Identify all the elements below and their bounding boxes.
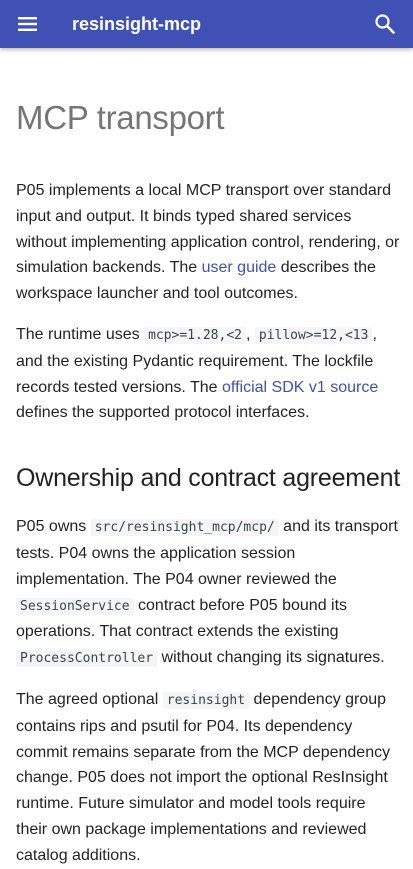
text-span: The agreed optional [16, 690, 163, 708]
inline-code-session-service: SessionService [16, 598, 134, 615]
inline-code-process-controller: ProcessController [16, 650, 157, 667]
inline-code-pillow-version: pillow>=12,<13 [255, 327, 373, 344]
inline-code-path: src/resinsight_mcp/mcp/ [91, 519, 279, 536]
menu-button[interactable] [14, 12, 42, 36]
section-paragraph-2 [16, 687, 401, 869]
text-span: contract before P05 bound its operations. That contract extends the existing [16, 596, 348, 641]
text-span: dependency group contains rips and psutil for P04. Its dependency commit remains separate from the MCP dependency change. P05 does not import the optional ResInsight runtime. Future simulator and model tools require their own package implementations and reviewed catalog additions. [16, 690, 391, 864]
text-span: describes the workspace launcher and tool outcomes. [16, 259, 376, 303]
search-icon [373, 12, 397, 36]
text-span: , [245, 325, 255, 343]
page-title: MCP transport [16, 99, 225, 136]
text-span: defines the supported protocol interfaces. [16, 404, 310, 422]
text-span: P05 implements a local MCP transport over standard input and output. It binds typed shared services without implementing application control, rendering, or simulation backends. The [16, 182, 400, 277]
text-span: without changing its signatures. [157, 649, 385, 667]
user-guide-link[interactable]: user guide [201, 259, 277, 277]
site-title[interactable]: resinsight-mcp [72, 14, 202, 34]
sdk-source-link[interactable]: official SDK v1 source [222, 378, 379, 396]
menu-icon [14, 12, 42, 36]
search-button[interactable] [373, 12, 397, 36]
top-app-bar [0, 0, 413, 48]
text-span: , and the existing Pydantic requirement. The lockfile records tested versions. The [16, 325, 377, 396]
text-span: The runtime uses [16, 325, 145, 343]
section-paragraph-1 [16, 514, 401, 672]
text-span: P05 owns [16, 518, 91, 536]
intro-paragraph-2 [16, 322, 401, 426]
section-heading: Ownership and contract agreement [16, 464, 401, 493]
intro-paragraph-1 [16, 178, 401, 307]
text-span: and its transport tests. P04 owns the application session implementation. The P04 owner reviewed the [16, 518, 398, 588]
inline-code-resinsight: resinsight [163, 692, 249, 709]
article-content [16, 48, 401, 869]
inline-code-mcp-version: mcp>=1.28,<2 [144, 327, 246, 344]
